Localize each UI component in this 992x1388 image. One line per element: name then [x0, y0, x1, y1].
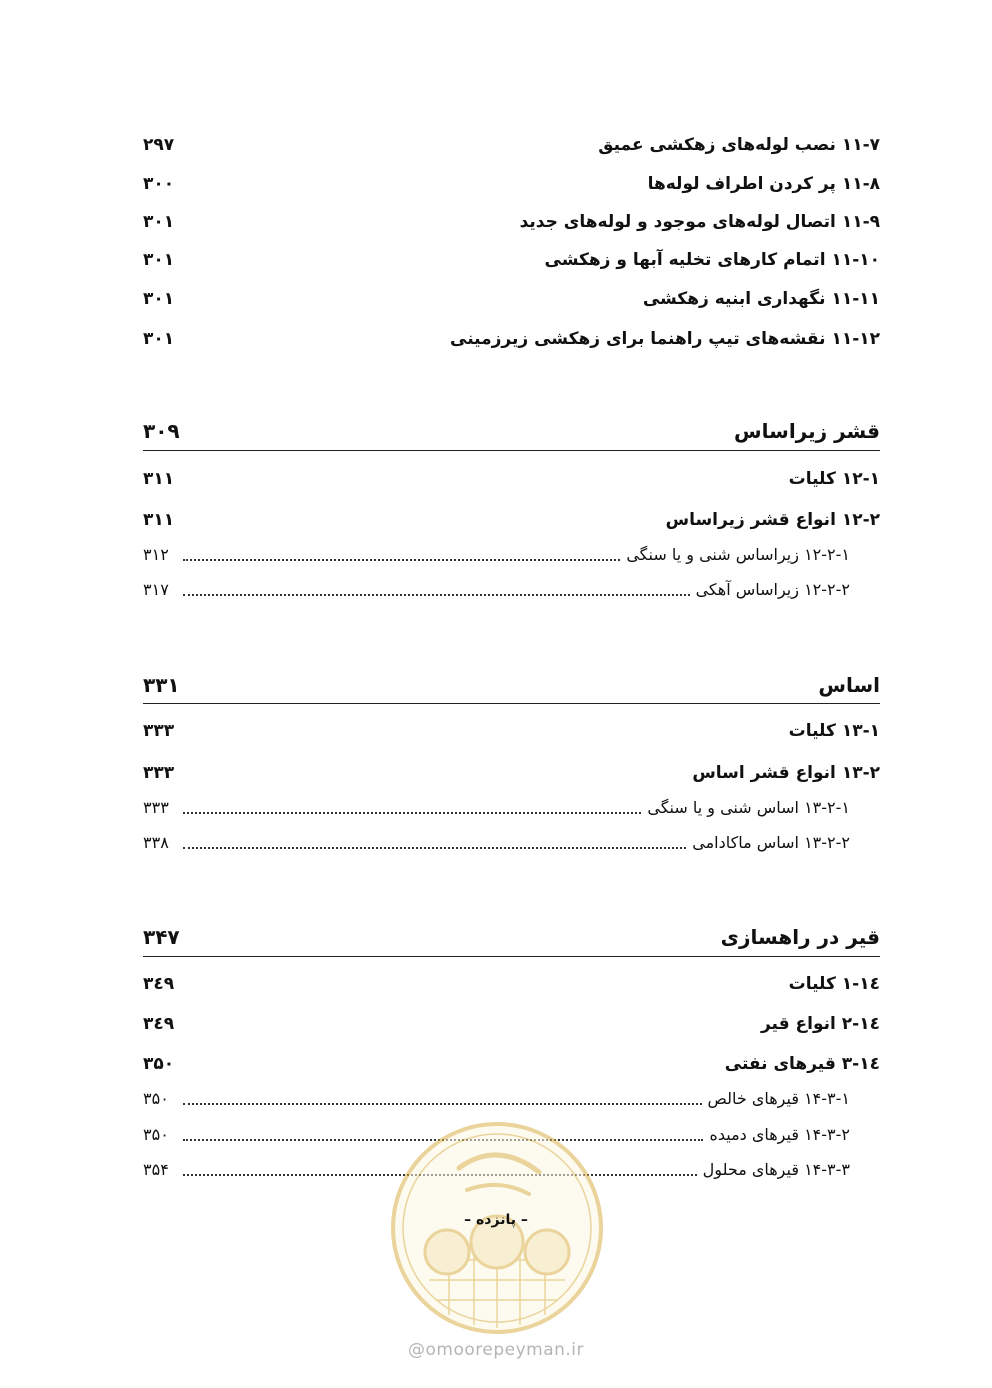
chapter-page: ۳۴۷ — [143, 925, 180, 949]
toc-subentry-title: ۱۴-۳-۲ قیرهای دمیده — [709, 1124, 850, 1144]
toc-subentry-title: ۱۴-۳-۱ قیرهای خالص — [707, 1088, 850, 1108]
chapter-rule — [143, 450, 880, 451]
toc-subentry-page: ۳۵۰ — [143, 1124, 169, 1144]
toc-entry-title: ۱۲-۲ انواع قشر زیراساس — [665, 510, 880, 530]
toc-entry[interactable] — [143, 245, 880, 275]
chapter-title: قیر در راهسازی — [720, 925, 880, 949]
toc-subentry[interactable] — [143, 574, 880, 604]
watermark-stamp-icon — [389, 1120, 605, 1336]
toc-subentry-page: ۳۳۸ — [143, 832, 169, 852]
chapter-heading[interactable] — [143, 922, 880, 952]
toc-subentry-title: ۱۳-۲-۲ اساس ماکادامی — [692, 832, 850, 852]
chapter-page: ۳۳۱ — [143, 673, 180, 697]
toc-entry-title: ۱۲-۱ کلیات — [788, 469, 880, 489]
toc-entry-title: ۱۳-۱ کلیات — [788, 721, 880, 741]
toc-entry-title: ۱٤-۲ انواع قیر — [760, 1014, 880, 1034]
toc-entry[interactable] — [143, 1049, 880, 1079]
toc-entry-page: ۳٤۹ — [143, 1014, 175, 1034]
toc-entry-title: ۱۱-۱۲ نقشه‌های تیپ راهنما برای زهکشی زیرزمینی — [450, 329, 880, 349]
toc-entry-title: ۱٤-۳ قیرهای نفتی — [724, 1054, 880, 1074]
dot-leader — [183, 594, 690, 596]
chapter-heading[interactable] — [143, 416, 880, 446]
toc-subentry-page: ۳۱۷ — [143, 579, 169, 599]
toc-entry[interactable] — [143, 505, 880, 535]
toc-entry[interactable] — [143, 324, 880, 354]
toc-entry[interactable] — [143, 1009, 880, 1039]
toc-subentry[interactable] — [143, 539, 880, 569]
watermark-url: @omoorepeyman.ir — [407, 1340, 585, 1360]
toc-entry-title: ۱۱-۷ نصب لوله‌های زهکشی عمیق — [598, 135, 880, 155]
toc-subentry-title: ۱۲-۲-۲ زیراساس آهکی — [695, 579, 850, 599]
chapter-title: قشر زیراساس — [734, 419, 880, 443]
dot-leader — [183, 847, 686, 849]
toc-entry-page: ۳۰۱ — [143, 212, 175, 232]
toc-subentry-page: ۳۱۲ — [143, 544, 169, 564]
toc-entry-title: ۱۱-۸ پر کردن اطراف لوله‌ها — [647, 174, 880, 194]
toc-entry-page: ۳۰۱ — [143, 329, 175, 349]
toc-subentry-page: ۳۵۰ — [143, 1088, 169, 1108]
toc-subentry[interactable] — [143, 1083, 880, 1113]
toc-entry-page: ۳۵۰ — [143, 1054, 175, 1074]
chapter-rule — [143, 956, 880, 957]
toc-entry-page: ۳۰۰ — [143, 174, 175, 194]
toc-entry-page: ۳۱۱ — [143, 469, 175, 489]
dot-leader — [183, 812, 641, 814]
toc-subentry-page: ۳۵۴ — [143, 1159, 169, 1179]
dot-leader — [183, 559, 620, 561]
toc-entry[interactable] — [143, 207, 880, 237]
chapter-rule — [143, 703, 880, 704]
toc-entry-title: ۱٤-۱ کلیات — [788, 974, 880, 994]
toc-entry-page: ۳٤۹ — [143, 974, 175, 994]
toc-subentry[interactable] — [143, 827, 880, 857]
toc-subentry-title: ۱۳-۲-۱ اساس شنی و یا سنگی — [647, 797, 850, 817]
chapter-heading[interactable] — [143, 670, 880, 700]
toc-entry[interactable] — [143, 284, 880, 314]
toc-entry[interactable] — [143, 969, 880, 999]
toc-entry-title: ۱۱-۱۱ نگهداری ابنیه زهکشی — [642, 289, 880, 309]
toc-entry[interactable] — [143, 758, 880, 788]
page-number-footer: – پانزده – — [464, 1212, 528, 1228]
toc-entry-page: ۳۳۳ — [143, 721, 175, 741]
toc-entry[interactable] — [143, 130, 880, 160]
dot-leader — [183, 1103, 702, 1105]
toc-subentry-title: ۱۴-۳-۳ قیرهای محلول — [702, 1159, 850, 1179]
toc-entry-page: ۳۰۱ — [143, 250, 175, 270]
toc-entry[interactable] — [143, 716, 880, 746]
toc-entry-title: ۱۳-۲ انواع قشر اساس — [692, 763, 880, 783]
toc-subentry-page: ۳۳۳ — [143, 797, 169, 817]
toc-entry-page: ۲۹۷ — [143, 135, 175, 155]
toc-entry-title: ۱۱-۹ اتصال لوله‌های موجود و لوله‌های جدید — [519, 212, 880, 232]
toc-subentry-title: ۱۲-۲-۱ زیراساس شنی و یا سنگی — [626, 544, 850, 564]
toc-entry-page: ۳۳۳ — [143, 763, 175, 783]
toc-entry-title: ۱۱-۱۰ اتمام کارهای تخلیه آبها و زهکشی — [544, 250, 880, 270]
toc-subentry[interactable] — [143, 792, 880, 822]
toc-entry[interactable] — [143, 464, 880, 494]
toc-entry-page: ۳۱۱ — [143, 510, 175, 530]
toc-entry-page: ۳۰۱ — [143, 289, 175, 309]
chapter-page: ۳۰۹ — [143, 419, 180, 443]
chapter-title: اساس — [818, 673, 880, 697]
toc-entry[interactable] — [143, 169, 880, 199]
